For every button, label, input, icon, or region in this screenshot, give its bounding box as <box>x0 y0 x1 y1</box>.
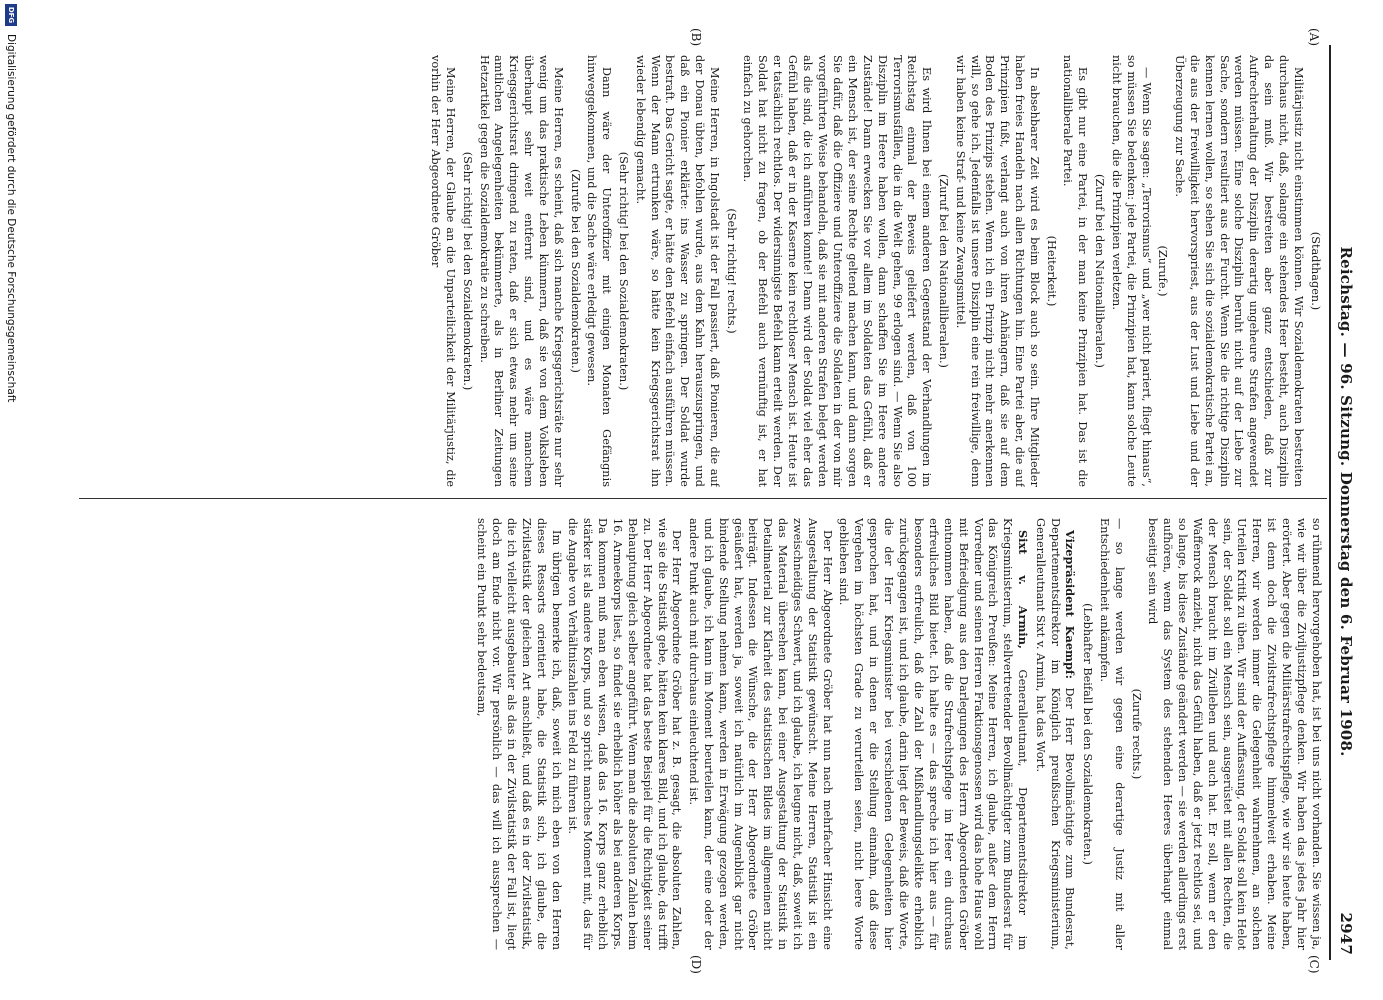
stage-direction: (Zurufe bei den Sozialdemokraten.) <box>569 169 582 373</box>
stage-direction: (Heiterkeit.) <box>1045 235 1059 307</box>
paragraph <box>836 518 1031 950</box>
speaker-name: Sixt v. Armin, <box>1016 530 1031 649</box>
speech-text: Der Herr Bevollmächtigte zum Bundesrat, Departementsdirektor im Königlich preußischen Kriegsministerium, Generalleutnant Sixt v. Armin, hat das Wort. <box>1033 518 1077 950</box>
paragraph: Im übrigen bemerke ich, daß, soweit ich mich eben von den Herren dieses Ressorts orientiert habe, die Statistik sich, ich glaube, die Zivilstatistik der gleichen Art anschließt, und daß es in der Zivilstatistik, die ich vielleicht ausgebauter als das in der Zivilstatistik der Fall ist, liegt doch am Ende nicht vor. Wir persönlich — das will ich aussprechen — scheint ein Punkt sehr bedeutsam, <box>475 518 563 950</box>
digitization-footer <box>3 4 17 994</box>
stage-direction: (Lebhafter Beifall bei den Sozialdemokraten.) <box>1081 603 1095 865</box>
stage-direction: (Stadthagen.) <box>1309 231 1322 311</box>
paragraph: Meine Herren, es scheint, daß sich manche Kriegsgerichtsräte nur sehr wenig um das praktische Leben kümmern, daß sie von dem Volksleben überhaupt sehr weit entfernt sind, und es wäre manchem Kriegsgerichtsrat dringend zu raten, daß er sich etwas mehr um seine amtlichen Angelegenheiten bekümmerte, als in Berliner Zeitungen Hetzartikel gegen die Sozialdemokratie zu schreiben. <box>477 55 566 487</box>
paragraph: Dann wäre der Unteroffizier mit einigen Monaten Gefängnis hinweggekommen, und die Sache wäre erledigt gewesen. <box>585 55 614 487</box>
paragraph: Meine Herren, der Glaube an die Unparteilichkeit der Militärjustiz, die vorhin der Herr Abgeordnete Gröber <box>429 55 458 487</box>
paragraph: Militärjustiz nicht einstimmen können. Wir Sozialdemokraten bestreiten durchaus nicht, daß, solange ein stehendes Heer besteht, auch Disziplin da sein muß. Wir bestreiten aber ganz entschieden, daß zur Aufrechterhaltung der Disziplin derartig ungeheure Strafen angewendet werden müssen. Eine solche Disziplin beruht nicht auf der Liebe zur Sache, sondern resultiert aus der Furcht. Wenn Sie die richtige Disziplin kennen lernen wollen, so sehen Sie sich die sozialdemokratische Partei an, die aus der Freiwilligkeit hervorspriest, aus der Lust und Liebe und der Überzeugung zur Sache. <box>1172 55 1306 487</box>
stage-direction: (Zurufe rechts.) <box>1129 688 1143 780</box>
stage-direction: (Sehr richtig! rechts.) <box>725 208 739 334</box>
paragraph <box>1032 518 1078 950</box>
left-text-column <box>73 55 1323 487</box>
speech-text: Generalleutnant, Departementsdirektor im Kriegsministerium, stellvertretender Bevollmächtigter zum Bundesrat für das Königreich Preußen: Meine Herren, ich glaube, außer dem Herrn Vorredner und seinen Herren Fraktionsgenossen wird das hohe Haus wohl mit Befriedigung aus den Darlegungen des Herrn Abgeordneten Gröber entnommen haben, daß die Strafrechtspflege im Heer ein durchaus erfreuliches Bild bietet. Ich halte es — das spreche ich hier aus — für besonders erfreulich, daß die Zahl der Mißhandlungsdelikte erheblich zurückgegangen ist, und ich glaube, darin liegt der Beweis, daß die Worte, die der Herr Kriegsminister bei verschiedenen Gelegenheiten hier gesprochen hat, und in denen er die Stellung einnahm, daß diese Vergehen im höchsten Grade zu verurteilen seien, nicht leere Worte geblieben sind. <box>837 518 1030 950</box>
header-title: Reichstag. — 96. Sitzung. Donnerstag den 6. Februar 1908. <box>1337 246 1355 757</box>
stage-direction: (Zuruf bei den Nationalliberalen.) <box>1093 174 1107 368</box>
paragraph: Der Herr Abgeordnete Gröber hat nun nach mehrfacher Hinsicht eine Ausgestaltung der Statistik gewünscht. Meine Herren, Statistik ist ein zweischneidiges Schwert, und ich glaube, ich leugne nicht, daß, soweit ich das Material übersehen kann, bei einer Ausgestaltung der Statistik in Detailmaterial zur Klarheit des statistischen Bildes im allgemeinen nicht beiträgt. Indessen die Wünsche, die der Herr Abgeordnete Gröber geäußert hat, werden ja, soweit ich natürlich im Augenblick gar nicht bindende Stellung nehmen kann, werden in Erwägung gezogen werden, und ich glaube, ich kann im Moment beurteilen kann, der eine oder der andere Punkt auch mit durchaus einleuchtend ist. <box>686 518 834 950</box>
paragraph: Meine Herren, in Ingolstadt ist der Fall passiert, daß Pionieren, die auf der Donau übten, befohlen wurde, aus dem Kahn herauszuspringen, und daß ein Pionier erklärte: ins Wasser zu springen. Der Soldat wurde bestraft. Das Gericht sagte, er hätte den Befehl einfach ausführen müssen. Wenn der Mann ertrunken wäre, so hätte kein Kriegsgerichtsrat ihn wieder lebendig gemacht. <box>633 55 722 487</box>
stage-direction: (Sehr richtig! bei den Sozialdemokraten.) <box>617 151 631 391</box>
paragraph: Der Herr Abgeordnete Gröber hat z. B. gesagt, die absoluten Zahlen, wie sie die Statistik gebe, hätten kein klares Bild, und ich glaube, das trifft zu. Der Herr Abgeordnete hat das beste Beispiel für die Richtigkeit seiner Behauptung gleich selber angeführt. Wenn man die absoluten Zahlen beim 16. Armeekorps liest, so findet sie erheblich höher als bei anderen Korps. Da kommen muß man eben wissen, daß das 16. Korps ganz erheblich stärker ist als andere Korps, und so spricht manches Moment mit, das für die Angabe von Verhältniszahlen ins Feld zu führen ist. <box>566 518 684 950</box>
right-text-column <box>73 518 1323 950</box>
stage-direction: (Zurufe.) <box>1156 245 1170 297</box>
header-rule <box>1329 45 1331 960</box>
margin-mark-c: (C) <box>1307 955 1321 974</box>
footer-text: Digitalisierung gefördert durch die Deutsche Forschungsgemeinschaft <box>5 34 17 403</box>
stage-direction: (Zuruf bei den Nationalliberalen.) <box>937 174 951 368</box>
running-header <box>1331 48 1361 955</box>
paragraph: In absehbarer Zeit wird es beim Block auch so sein. Ihre Mitglieder haben freies Handeln nach allen Richtungen hin. Eine Partei aber, die auf Prinzipien fußt, verlangt auch von ihren Anhängern, daß sie auf dem Boden des Prinzips stehen. Wenn ich ein Prinzip nicht mehr anerkennen will, so gehe ich. Jedenfalls ist unsere Disziplin eine rein freiwillige, denn wir haben keine Straf- und keine Zwangsmittel. <box>953 55 1042 487</box>
stage-direction: (Sehr richtig! bei den Sozialdemokraten.) <box>461 151 475 391</box>
speaker-name: Vizepräsident Kaempf: <box>1063 530 1078 679</box>
paragraph: so rühmend hervorgehoben hat, ist bei uns nicht vorhanden. Sie wissen ja, wie wir über die Ziviljustizpflege denken. Wir haben das jedes Jahr hier erörtert. Aber gegen die Militärstrafrechtspflege, wie wir sie heute haben, ist denn doch die Zivilstrafrechtspflege himmelweit erhaben. Meine Herren, wir werden immer die Gelegenheit wahrnehmen, an solchen Urteilen Kritik zu üben. Wir sind der Auffassung, der Soldat soll kein Helot sein, der Soldat soll ein Mensch sein, ausgerüstet mit allen Rechten, die der Mensch braucht im Zivilleben und auch hat. Er soll, wenn er den Waffenrock anzieht, nicht das Gefühl haben, daß er jetzt rechtlos sei, und so lange, bis diese Zustände geändert werden — sie werden allerdings erst aufhören, wenn das System des stehenden Heeres überhaupt einmal beseitigt sein wird <box>1146 518 1323 950</box>
page-number: 2947 <box>1337 912 1355 955</box>
paragraph: — Wenn Sie sagen: „Terrorismus“ und „wer nicht pariert, fliegt hinaus“, so müssen Sie bedenken: jede Partei, die Prinzipien hat, kann solche Leute nicht brauchen, die die Prinzipien verletzen. <box>1109 55 1153 487</box>
paragraph: Es gibt nur eine Partei, in der man keine Prinzipien hat. Das ist die nationalliberale Partei. <box>1061 55 1090 487</box>
margin-mark-d: (D) <box>689 955 703 974</box>
paragraph: — so lange werden wir gegen eine derartige Justiz mit aller Entschiedenheit ankämpfen. <box>1097 518 1126 950</box>
margin-mark-a: (A) <box>1307 28 1321 47</box>
column-divider <box>79 498 1327 499</box>
paragraph: Es wird Ihnen bei einem anderen Gegenstand der Verhandlungen im Reichstag einmal der Beweis geliefert werden, daß von 100 Terrorismusfällen, die in die Welt gehen, 99 erlogen sind. — Wenn Sie also Disziplin im Heere haben wollen, dann schaffen Sie im Heere andere Zustände! Dann erwecken Sie vor allem im Soldaten das Gefühl, daß er ein Mensch ist, der seine Rechte geltend machen kann, und dann sorgen Sie dafür, daß die Offiziere und Unteroffiziere die Soldaten in der von mir vorgeführten Weise behandeln, daß sie mit anderen Strafen belegt werden als die sind, die ich anführen konnte! Dann wird der Soldat viel eher das Gefühl haben, daß er in der Kaserne kein rechtloser Mensch ist. Heute ist er tatsächlich rechtlos. Der widersinnigste Befehl kann erteilt werden. Der Soldat hat nicht zu fragen, ob der Befehl auch vernünftig ist, er hat einfach zu gehorchen. <box>741 55 934 487</box>
dfg-logo: DFG <box>5 4 17 26</box>
margin-mark-b: (B) <box>689 28 703 47</box>
